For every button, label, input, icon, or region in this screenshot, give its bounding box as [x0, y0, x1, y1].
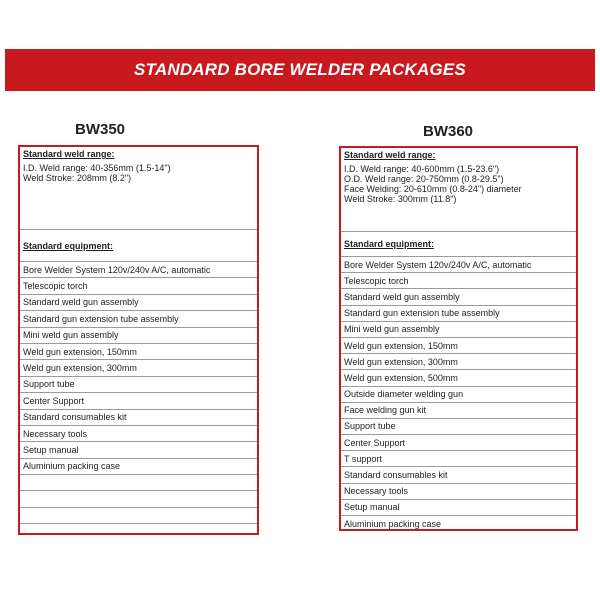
weld-range-line: O.D. Weld range: 20-750mm (0.8-29.5")	[344, 174, 504, 184]
equipment-item: Standard gun extension tube assembly	[20, 310, 257, 326]
weld-range-section	[20, 147, 257, 229]
equipment-item: Necessary tools	[341, 483, 576, 499]
equipment-heading-row	[341, 231, 576, 256]
equipment-item: Weld gun extension, 500mm	[341, 369, 576, 385]
equipment-item: Support tube	[341, 418, 576, 434]
equipment-item-empty	[20, 507, 257, 523]
equipment-item: Mini weld gun assembly	[20, 327, 257, 343]
equipment-item: Center Support	[20, 392, 257, 408]
equipment-item: Mini weld gun assembly	[341, 321, 576, 337]
page-banner	[5, 49, 595, 91]
equipment-item: Setup manual	[341, 499, 576, 515]
weld-range-line: I.D. Weld range: 40-600mm (1.5-23.6")	[344, 164, 500, 174]
equipment-heading-row	[20, 229, 257, 261]
weld-range-line: Weld Stroke: 300mm (11.8")	[344, 194, 457, 204]
equipment-item: Standard weld gun assembly	[20, 294, 257, 310]
equipment-item: Weld gun extension, 150mm	[341, 337, 576, 353]
weld-range-line: Face Welding: 20-610mm (0.8-24") diameter	[344, 184, 522, 194]
equipment-item: Standard consumables kit	[341, 466, 576, 482]
equipment-item: Telescopic torch	[20, 277, 257, 293]
equipment-item: Bore Welder System 120v/240v A/C, automatic	[20, 261, 257, 277]
equipment-item: Telescopic torch	[341, 272, 576, 288]
equipment-item: Weld gun extension, 300mm	[20, 359, 257, 375]
equipment-item: T support	[341, 450, 576, 466]
equipment-item: Setup manual	[20, 441, 257, 457]
equipment-list	[341, 256, 576, 531]
weld-range-section	[341, 148, 576, 231]
equipment-item: Standard consumables kit	[20, 409, 257, 425]
equipment-heading: Standard equipment:	[23, 240, 114, 251]
equipment-item: Support tube	[20, 376, 257, 392]
equipment-item-empty	[20, 474, 257, 490]
equipment-item: Necessary tools	[20, 425, 257, 441]
equipment-item: Center Support	[341, 434, 576, 450]
equipment-item-empty	[20, 490, 257, 506]
equipment-list	[20, 261, 257, 540]
package-title-bw360: BW360	[423, 123, 474, 140]
banner-title: STANDARD BORE WELDER PACKAGES	[134, 60, 466, 79]
equipment-heading: Standard equipment:	[344, 239, 435, 249]
equipment-item: Bore Welder System 120v/240v A/C, automatic	[341, 256, 576, 272]
equipment-item: Weld gun extension, 300mm	[341, 353, 576, 369]
weld-range-line: I.D. Weld range: 40-356mm (1.5-14")	[23, 163, 171, 173]
equipment-item: Standard weld gun assembly	[341, 288, 576, 304]
equipment-item: Standard gun extension tube assembly	[341, 305, 576, 321]
equipment-item: Face welding gun kit	[341, 402, 576, 418]
equipment-item: Outside diameter welding gun	[341, 386, 576, 402]
package-box-bw350	[18, 145, 259, 535]
weld-range-heading: Standard weld range:	[23, 149, 115, 159]
package-title-bw350: BW350	[75, 121, 126, 138]
weld-range-heading: Standard weld range:	[344, 150, 436, 160]
equipment-item: Weld gun extension, 150mm	[20, 343, 257, 359]
package-box-bw360	[339, 146, 578, 531]
equipment-item: Aluminium packing case	[341, 515, 576, 531]
weld-range-list	[20, 163, 257, 183]
weld-range-list	[341, 164, 576, 204]
equipment-item: Aluminium packing case	[20, 458, 257, 474]
equipment-item-empty	[20, 523, 257, 539]
weld-range-line: Weld Stroke: 208mm (8.2")	[23, 173, 132, 183]
